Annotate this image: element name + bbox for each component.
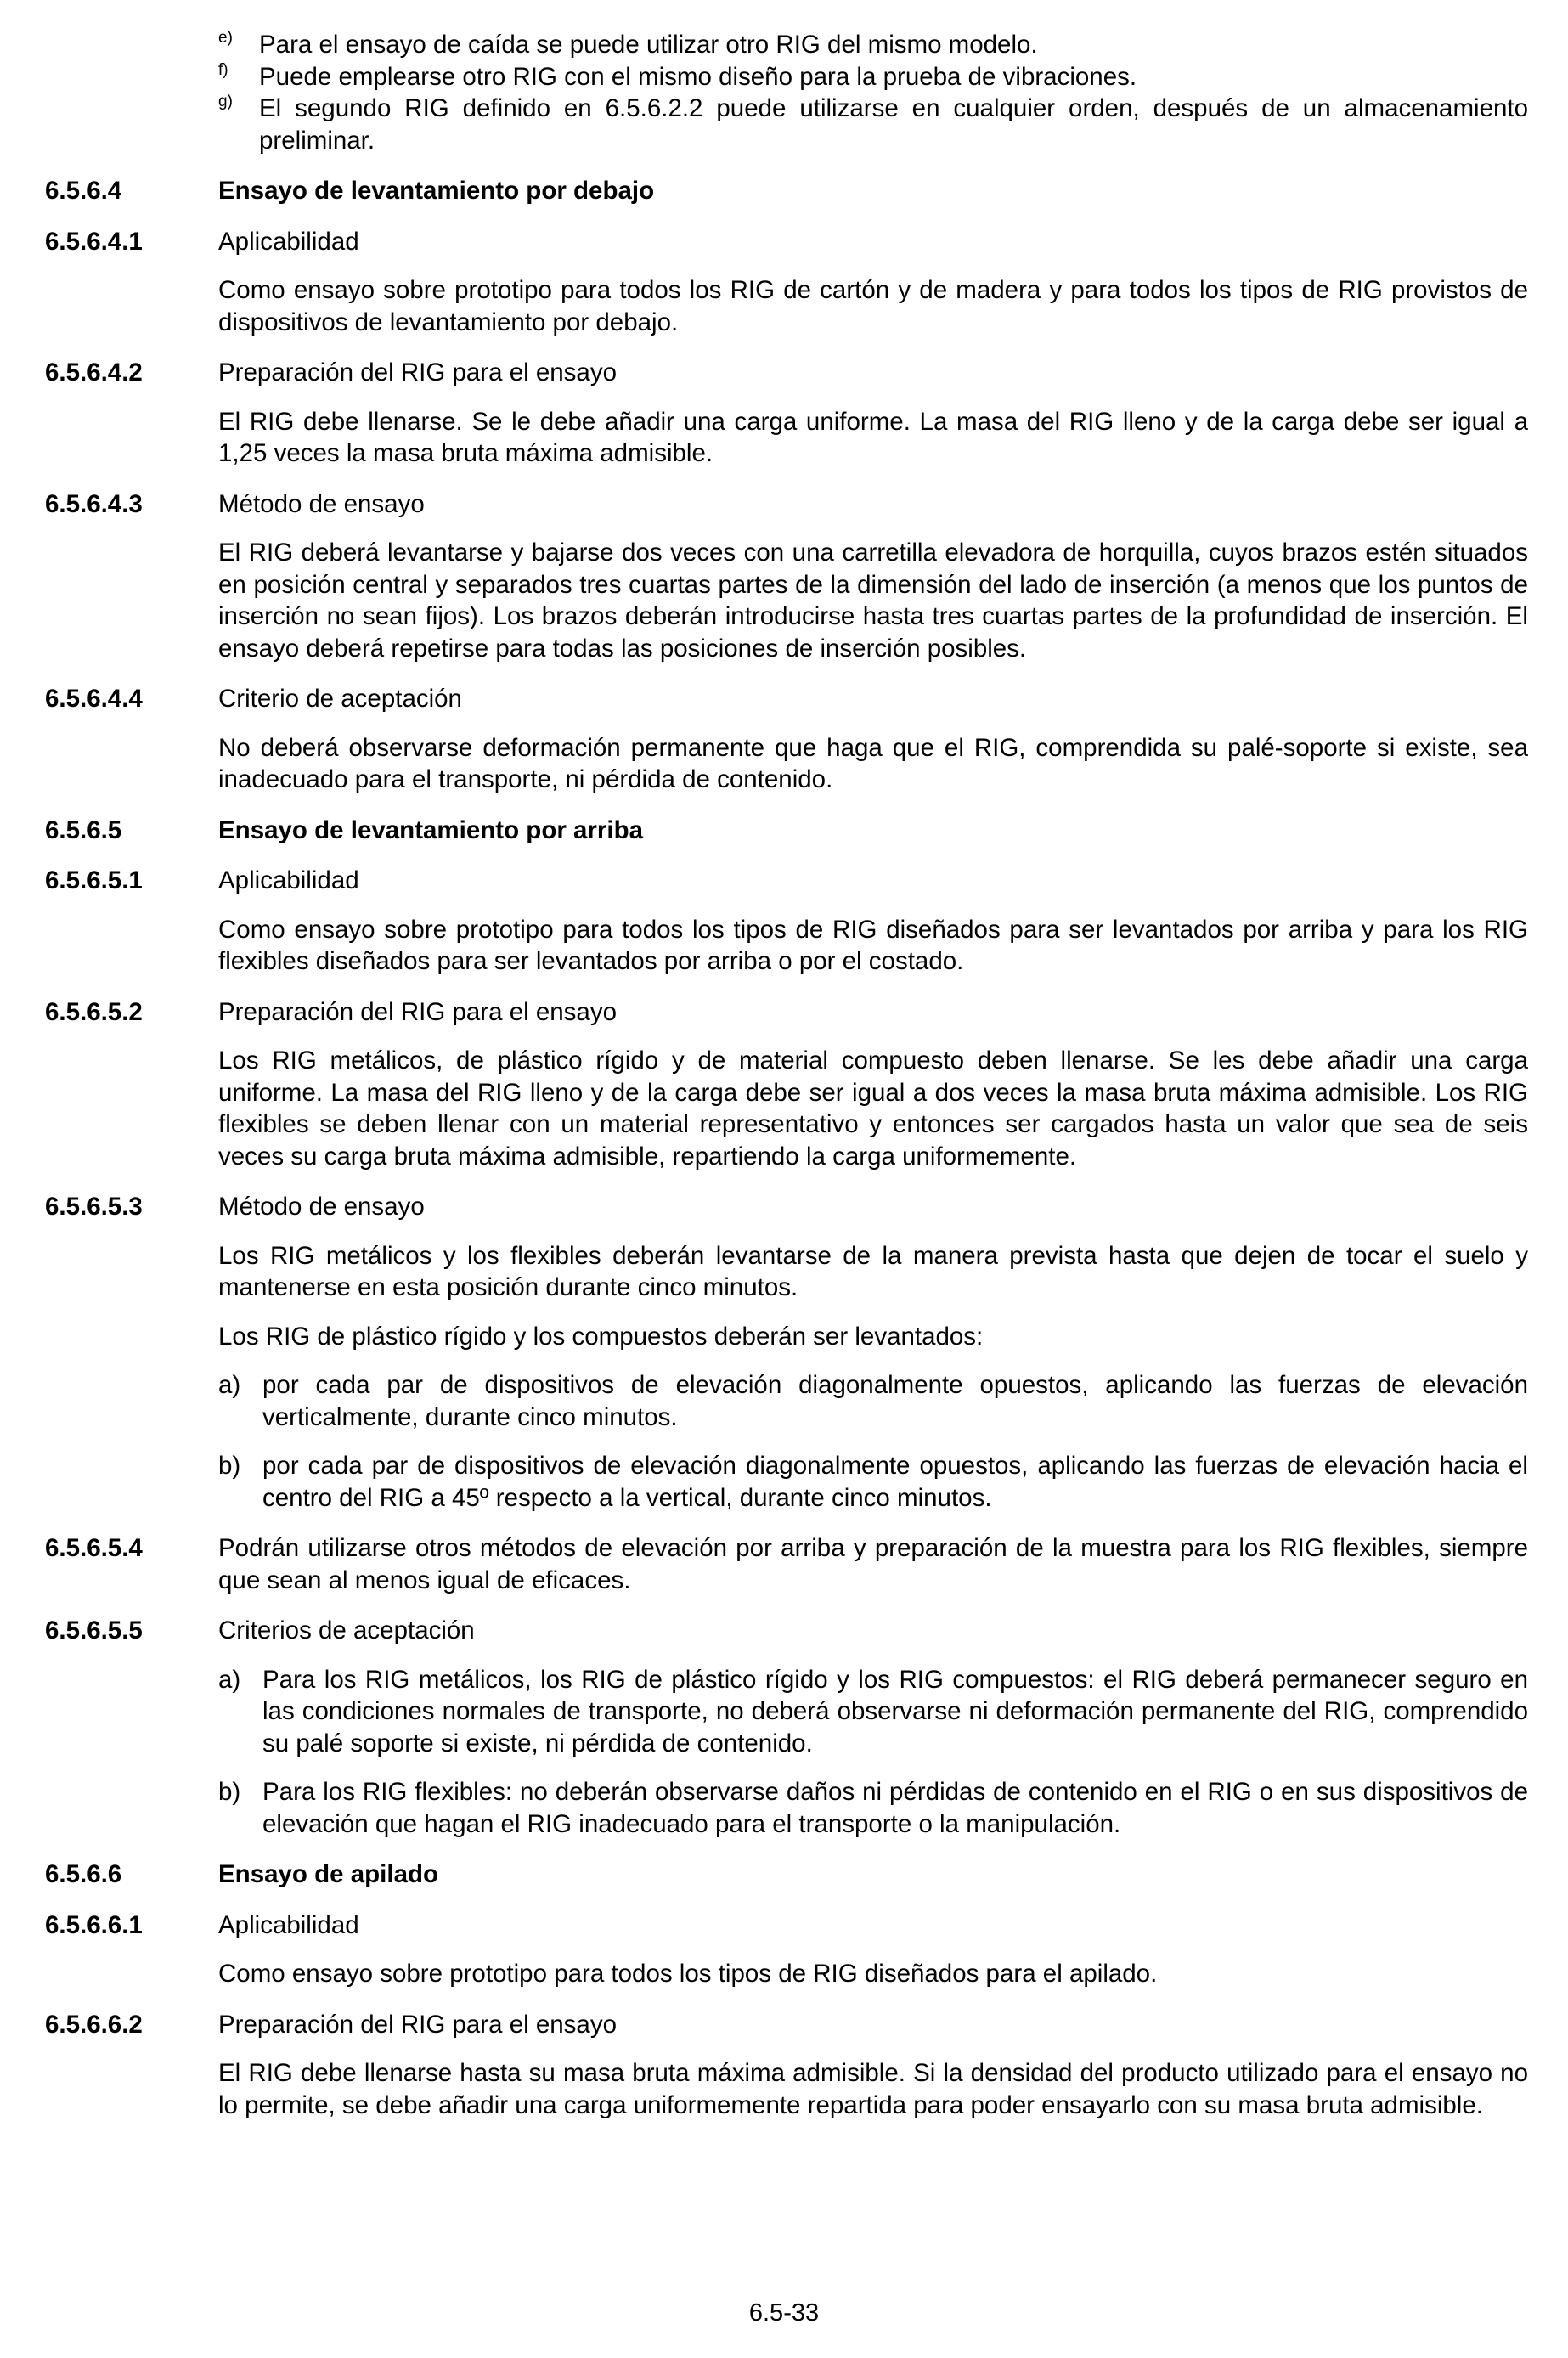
list-item-label: b) xyxy=(218,1452,241,1480)
footnote-text: El segundo RIG definido en 6.5.6.2.2 puede utilizarse en cualquier orden, después de un almacenamiento preliminar. xyxy=(259,94,1528,155)
subsection-heading xyxy=(45,357,1528,389)
subsection-title: Método de ensayo xyxy=(218,1193,425,1221)
subsection-number: 6.5.6.4.3 xyxy=(45,489,143,518)
footnote-e xyxy=(218,29,1528,61)
footnote-g xyxy=(218,93,1528,156)
subsection-text: Podrán utilizarse otros métodos de elevación por arriba y preparación de la muestra para los RIG flexibles, siempre que sean al menos igual de eficaces. xyxy=(218,1534,1528,1594)
list-item xyxy=(218,1450,1528,1514)
subsection-number: 6.5.6.4.2 xyxy=(45,358,143,386)
section-6-5-6-4 xyxy=(45,175,1528,207)
paragraph: El RIG debe llenarse. Se le debe añadir una carga uniforme. La masa del RIG lleno y de la carga debe ser igual a 1,25 veces la masa bruta máxima admisible. xyxy=(218,407,1528,467)
subsection-title: Preparación del RIG para el ensayo xyxy=(218,358,617,386)
section-heading xyxy=(45,815,1528,847)
subsection-title: Método de ensayo xyxy=(218,489,425,518)
subsection-number: 6.5.6.6.2 xyxy=(45,2010,143,2039)
section-6-5-6-4-1 xyxy=(45,226,1528,339)
section-title: Ensayo de levantamiento por arriba xyxy=(218,815,644,844)
subsection-heading xyxy=(45,1910,1528,1942)
paragraph: Como ensayo sobre prototipo para todos los RIG de cartón y de madera y para todos los tipos de RIG provistos de dispositivos de levantamiento por debajo. xyxy=(218,276,1528,336)
paragraph: Como ensayo sobre prototipo para todos los tipos de RIG diseñados para el apilado. xyxy=(218,1960,1158,1988)
section-6-5-6-5-1 xyxy=(45,865,1528,978)
document-page xyxy=(45,29,1528,2121)
list-item xyxy=(218,1369,1528,1433)
paragraph: Los RIG de plástico rígido y los compuestos deberán ser levantados: xyxy=(218,1322,984,1351)
list-item-text: por cada par de dispositivos de elevación diagonalmente opuestos, aplicando las fuerzas de elevación verticalmente, durante cinco minutos. xyxy=(262,1371,1528,1431)
section-6-5-6-5-2 xyxy=(45,996,1528,1173)
subsection-title: Preparación del RIG para el ensayo xyxy=(218,997,617,1026)
subsection-number: 6.5.6.4.4 xyxy=(45,685,143,713)
subsection-heading xyxy=(45,865,1528,897)
footnote-text: Para el ensayo de caída se puede utilizar otro RIG del mismo modelo. xyxy=(259,31,1038,59)
subsection-heading xyxy=(45,2009,1528,2041)
section-6-5-6-4-4 xyxy=(45,683,1528,796)
subsection-heading xyxy=(45,1532,1528,1596)
subsection-heading xyxy=(45,996,1528,1029)
section-6-5-6-5-4 xyxy=(45,1532,1528,1596)
list-item xyxy=(218,1776,1528,1840)
section-title: Ensayo de levantamiento por debajo xyxy=(218,177,655,205)
paragraph: Los RIG metálicos y los flexibles deberán levantarse de la manera prevista hasta que dejen de tocar el suelo y mantenerse en esta posición durante cinco minutos. xyxy=(218,1241,1528,1301)
footnote-text: Puede emplearse otro RIG con el mismo diseño para la prueba de vibraciones. xyxy=(259,62,1137,91)
section-6-5-6-6 xyxy=(45,1859,1528,1891)
list-item xyxy=(218,1664,1528,1760)
paragraph: El RIG deberá levantarse y bajarse dos veces con una carretilla elevadora de horquilla, cuyos brazos estén situados en posición central y separados tres cuartas partes de la dimensión del lado de inserción (a menos que los puntos de inserción no sean fijos). Los brazos deberán introducirse hasta tres cuartas partes de la profundidad de inserción. El ensayo deberá repetirse para todas las posiciones de inserción posibles. xyxy=(218,539,1528,663)
subsection-heading xyxy=(45,1191,1528,1223)
footnote-f xyxy=(218,61,1528,93)
list-item-label: b) xyxy=(218,1778,241,1806)
section-6-5-6-6-2 xyxy=(45,2009,1528,2122)
subsection-number: 6.5.6.4.1 xyxy=(45,227,143,256)
subsection-number: 6.5.6.5.1 xyxy=(45,866,143,894)
subsection-number: 6.5.6.5.2 xyxy=(45,997,143,1026)
subsection-heading xyxy=(45,683,1528,715)
paragraph: No deberá observarse deformación permanente que haga que el RIG, comprendida su palé-soporte si existe, sea inadecuado para el transporte, ni pérdida de contenido. xyxy=(218,733,1528,793)
subsection-title: Criterios de aceptación xyxy=(218,1616,475,1644)
section-number: 6.5.6.6 xyxy=(45,1860,122,1888)
section-heading xyxy=(45,175,1528,207)
section-6-5-6-6-1 xyxy=(45,1910,1528,1990)
subsection-title: Criterio de aceptación xyxy=(218,685,462,713)
page-number: 6.5-33 xyxy=(748,2299,820,2327)
subsection-number: 6.5.6.5.4 xyxy=(45,1534,143,1562)
section-heading xyxy=(45,1859,1528,1891)
subsection-number: 6.5.6.5.5 xyxy=(45,1616,143,1644)
section-6-5-6-5 xyxy=(45,815,1528,847)
paragraph: Los RIG metálicos, de plástico rígido y de material compuesto deben llenarse. Se les debe añadir una carga uniforme. La masa del RIG lleno y de la carga debe ser igual a dos veces la masa bruta máxima admisible. Los RIG flexibles se deben llenar con un material representativo y entonces ser cargados hasta un valor que sea de seis veces su carga bruta máxima admisible, repartiendo la carga uniformemente. xyxy=(218,1046,1528,1171)
list-item-text: por cada par de dispositivos de elevación diagonalmente opuestos, aplicando las fuerzas de elevación hacia el centro del RIG a 45º respecto a la vertical, durante cinco minutos. xyxy=(262,1452,1528,1512)
footnote-mark: f) xyxy=(218,60,228,79)
subsection-heading xyxy=(45,488,1528,521)
subsection-title: Aplicabilidad xyxy=(218,866,359,894)
paragraph: Como ensayo sobre prototipo para todos los tipos de RIG diseñados para ser levantados por arriba y para los RIG flexibles diseñados para ser levantados por arriba o por el costado. xyxy=(218,915,1528,975)
section-number: 6.5.6.5 xyxy=(45,815,122,844)
list-item-text: Para los RIG metálicos, los RIG de plástico rígido y los RIG compuestos: el RIG deberá permanecer seguro en las condiciones normales de transporte, no deberá observarse ni deformación permanente del RIG, comprendido su palé soporte si existe, ni pérdida de contenido. xyxy=(262,1665,1528,1757)
section-6-5-6-4-3 xyxy=(45,488,1528,665)
subsection-title: Aplicabilidad xyxy=(218,227,359,256)
footnote-list xyxy=(218,29,1528,156)
section-6-5-6-5-5 xyxy=(45,1615,1528,1840)
section-6-5-6-4-2 xyxy=(45,357,1528,470)
subsection-heading xyxy=(45,1615,1528,1647)
list-item-label: a) xyxy=(218,1665,241,1694)
subsection-number: 6.5.6.6.1 xyxy=(45,1910,143,1939)
paragraph: El RIG debe llenarse hasta su masa bruta máxima admisible. Si la densidad del producto utilizado para el ensayo no lo permite, se debe añadir una carga uniformemente repartida para poder ensayarlo con su masa bruta admisible. xyxy=(218,2059,1528,2119)
subsection-number: 6.5.6.5.3 xyxy=(45,1193,143,1221)
list-item-label: a) xyxy=(218,1371,241,1399)
footnote-mark: e) xyxy=(218,29,233,47)
section-title: Ensayo de apilado xyxy=(218,1860,439,1888)
subsection-heading xyxy=(45,226,1528,258)
list-item-text: Para los RIG flexibles: no deberán observarse daños ni pérdidas de contenido en el RIG o en sus dispositivos de elevación que hagan el RIG inadecuado para el transporte o la manipulación. xyxy=(262,1778,1528,1838)
section-6-5-6-5-3 xyxy=(45,1191,1528,1514)
subsection-title: Aplicabilidad xyxy=(218,1910,359,1939)
section-number: 6.5.6.4 xyxy=(45,177,122,205)
footnote-mark: g) xyxy=(218,93,233,110)
subsection-title: Preparación del RIG para el ensayo xyxy=(218,2010,617,2039)
